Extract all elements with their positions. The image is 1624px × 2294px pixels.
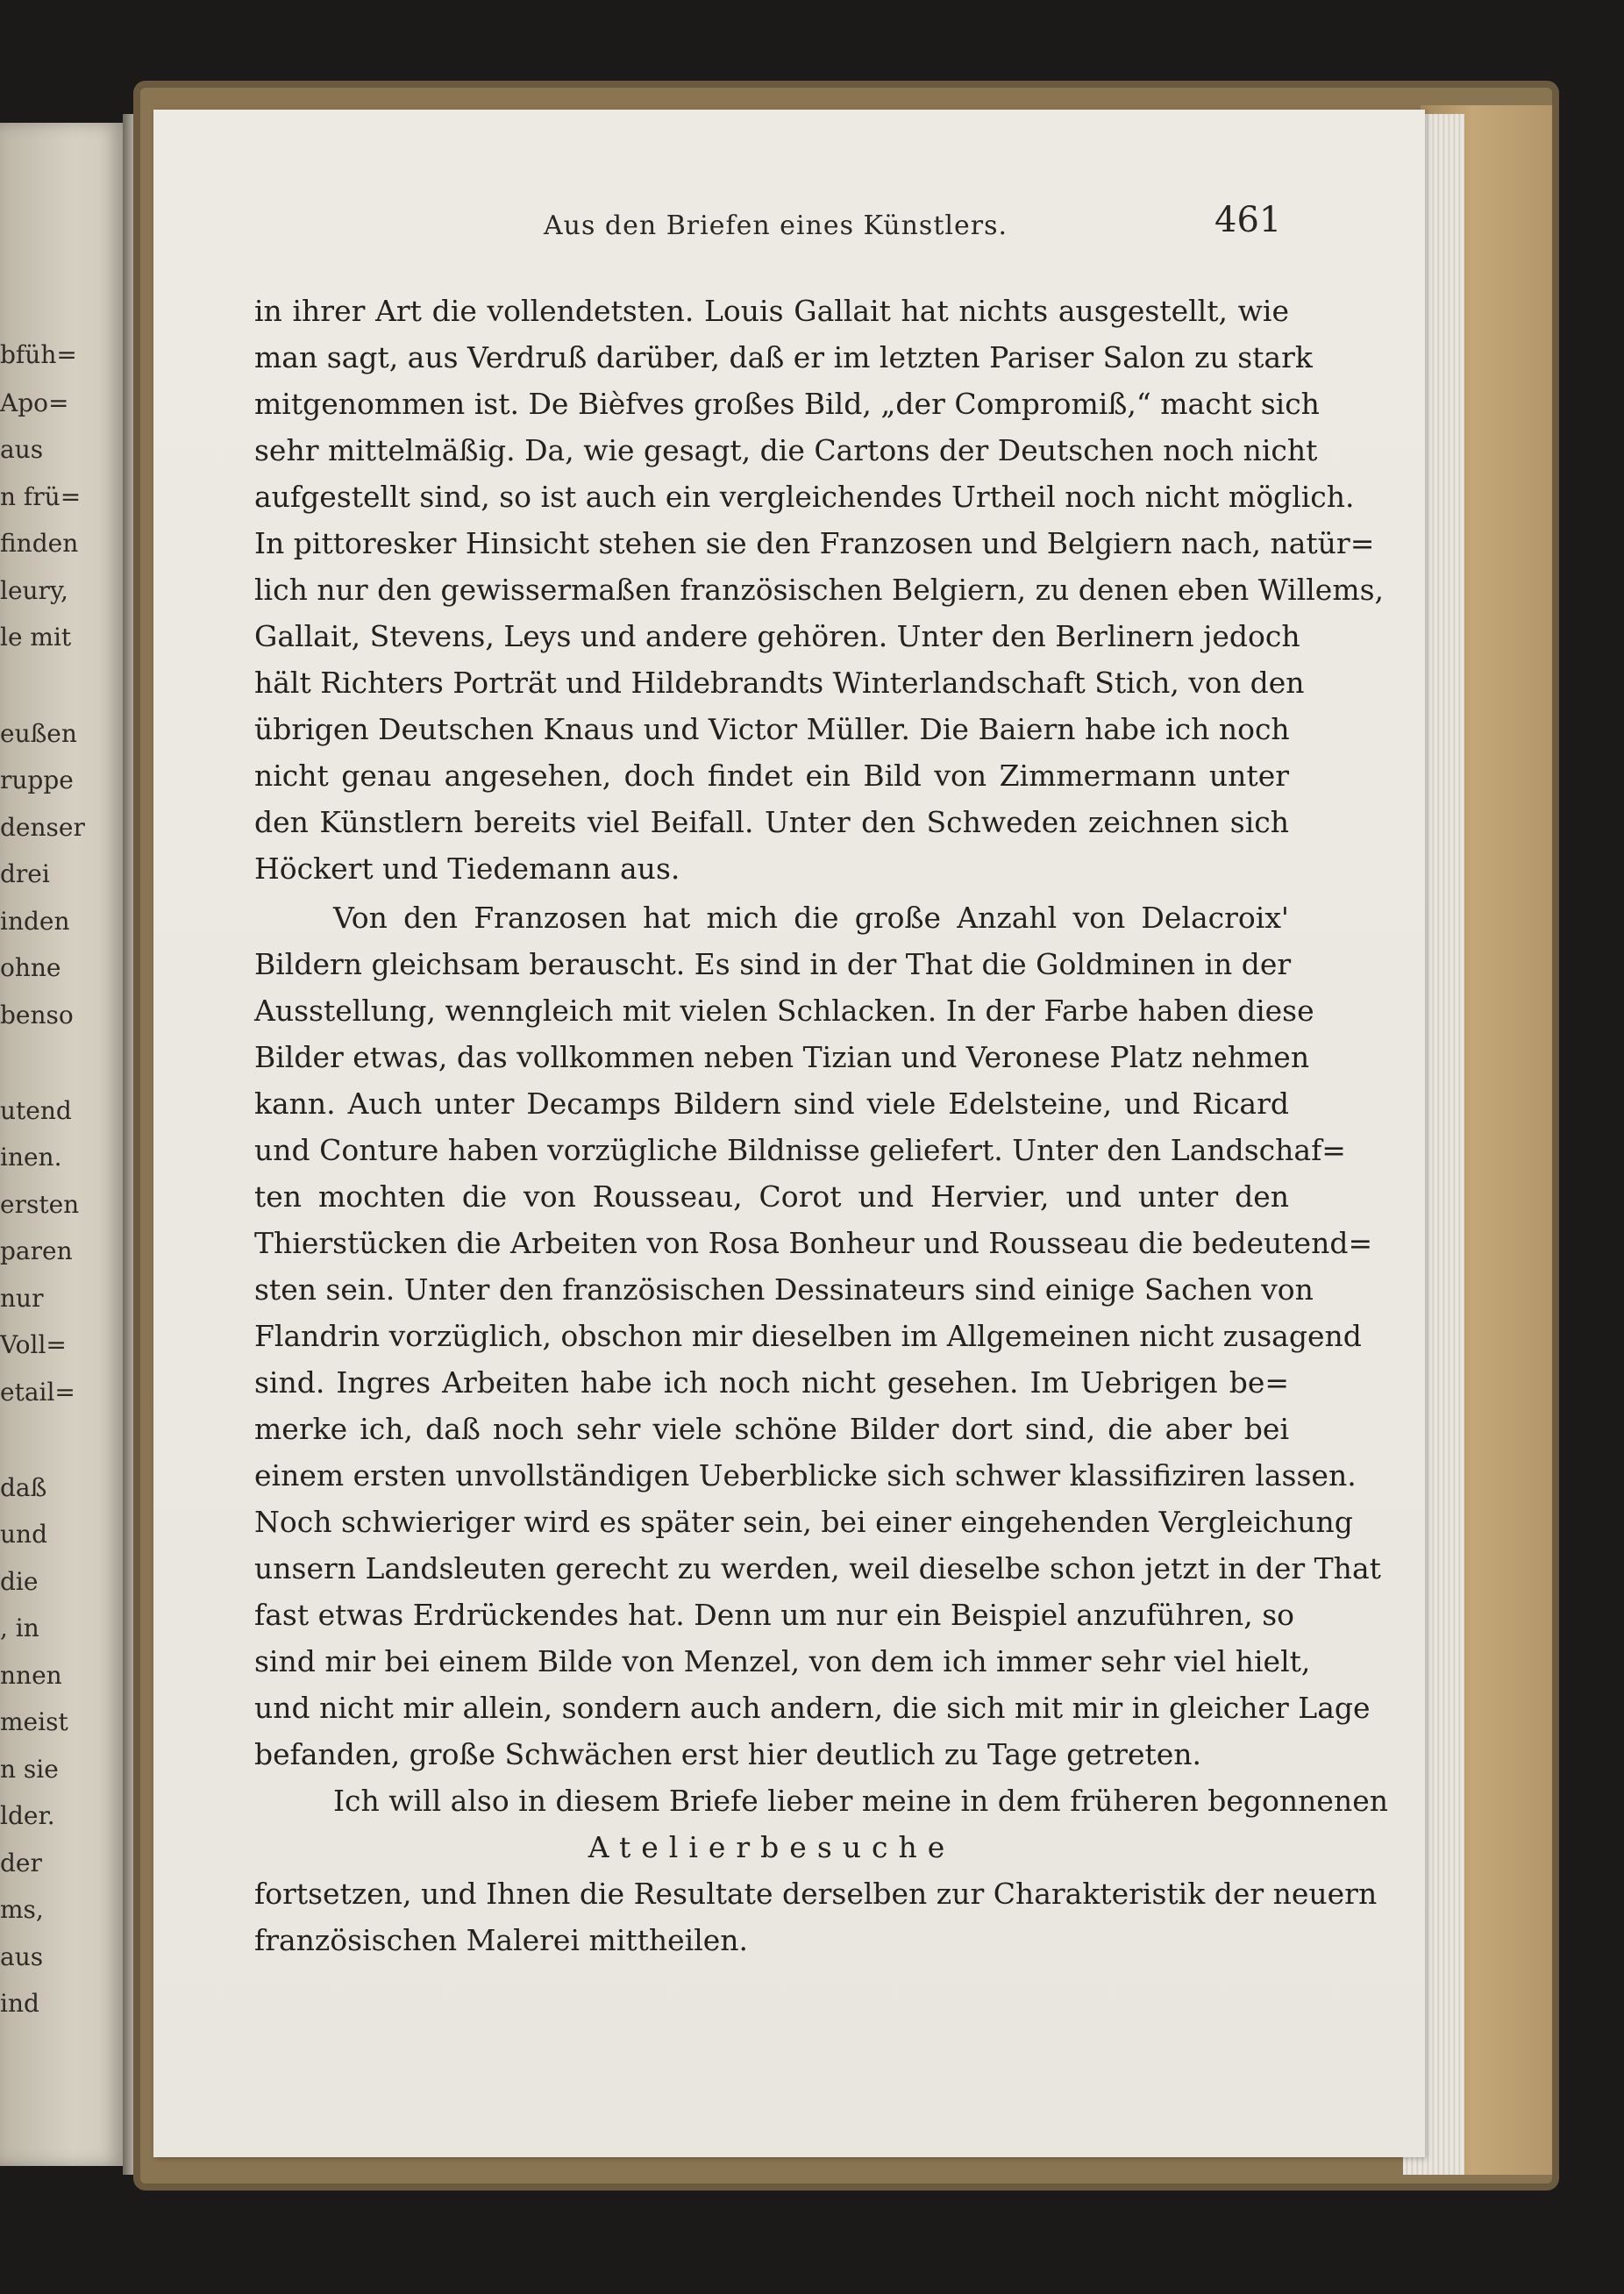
- body-line: Ausstellung, wenngleich mit vielen Schlacken. In der Farbe haben diese: [254, 994, 1314, 1028]
- body-line: befanden, große Schwächen erst hier deutlich zu Tage getreten.: [254, 1737, 1202, 1771]
- left-page-fragment: utend: [0, 1096, 72, 1125]
- left-page-fragment: eußen: [0, 719, 77, 748]
- body-line: Flandrin vorzüglich, obschon mir dieselben im Allgemeinen nicht zusagend: [254, 1319, 1362, 1353]
- body-line: lich nur den gewissermaßen französischen Belgiern, zu denen eben Willems,: [254, 573, 1385, 607]
- left-page-fragment: n frü=: [0, 482, 82, 511]
- running-title: Aus den Briefen eines Künstlers.: [544, 210, 1008, 241]
- body-line: sind. Ingres Arbeiten habe ich noch nicht gesehen. Im Uebrigen be=: [254, 1365, 1289, 1400]
- spaced-heading-word: Atelierbesuche: [588, 1830, 956, 1864]
- body-line: kann. Auch unter Decamps Bildern sind viele Edelsteine, und Ricard: [254, 1086, 1289, 1121]
- body-line: sind mir bei einem Bilde von Menzel, von dem ich immer sehr viel hielt,: [254, 1644, 1311, 1678]
- body-line: übrigen Deutschen Knaus und Victor Müller. Die Baiern habe ich noch: [254, 712, 1290, 746]
- left-page-fragment: inen.: [0, 1143, 62, 1172]
- body-line: Bilder etwas, das vollkommen neben Tizian und Veronese Platz nehmen: [254, 1040, 1310, 1074]
- left-page-fragment: ruppe: [0, 766, 74, 794]
- body-line: fast etwas Erdrückendes hat. Denn um nur ein Beispiel anzuführen, so: [254, 1598, 1295, 1632]
- left-page-fragment: finden: [0, 529, 79, 558]
- left-page-fragment: nur: [0, 1284, 44, 1313]
- left-page-fragment: leury,: [0, 576, 68, 605]
- left-page-fragment: inden: [0, 907, 70, 936]
- left-page-fragment: etail=: [0, 1378, 75, 1407]
- left-page-fragment: ms,: [0, 1895, 44, 1924]
- body-line: französischen Malerei mittheilen.: [254, 1923, 749, 1957]
- left-page-fragment: n sie: [0, 1755, 59, 1784]
- body-line: nicht genau angesehen, doch findet ein Bild von Zimmermann unter: [254, 759, 1289, 793]
- body-line: sten sein. Unter den französischen Dessinateurs sind einige Sachen von: [254, 1272, 1314, 1307]
- left-page-fragment: paren: [0, 1236, 73, 1265]
- left-page-fragment: nnen: [0, 1661, 62, 1690]
- body-line: unsern Landsleuten gerecht zu werden, weil dieselbe schon jetzt in der That: [254, 1551, 1381, 1585]
- page-number: 461: [1214, 200, 1282, 240]
- body-line: ten mochten die von Rousseau, Corot und Hervier, und unter den: [254, 1179, 1289, 1214]
- left-page-fragment: daß: [0, 1473, 47, 1502]
- left-page-fragment: bfüh=: [0, 340, 77, 369]
- left-page-fragment: und: [0, 1520, 47, 1549]
- body-line: und Conture haben vorzügliche Bildnisse geliefert. Unter den Landschaf=: [254, 1133, 1346, 1167]
- left-page-fragment: ohne: [0, 953, 61, 982]
- left-page-fragment: die: [0, 1567, 39, 1596]
- body-line: und nicht mir allein, sondern auch andern, die sich mit mir in gleicher Lage: [254, 1691, 1371, 1725]
- body-line: sehr mittelmäßig. Da, wie gesagt, die Cartons der Deutschen noch nicht: [254, 433, 1318, 467]
- body-line: Höckert und Tiedemann aus.: [254, 851, 680, 886]
- left-page-fragment: le mit: [0, 623, 72, 652]
- left-page-fragment: aus: [0, 435, 44, 464]
- left-page-fragment: denser: [0, 813, 85, 842]
- body-line: hält Richters Porträt und Hildebrandts Winterlandschaft Stich, von den: [254, 666, 1305, 700]
- body-line: aufgestellt sind, so ist auch ein vergleichendes Urtheil noch nicht möglich.: [254, 480, 1355, 514]
- paragraph-start-line: Ich will also in diesem Briefe lieber meine in dem früheren begonnenen: [333, 1784, 1389, 1818]
- body-line: fortsetzen, und Ihnen die Resultate derselben zur Charakteristik der neuern: [254, 1877, 1378, 1911]
- body-line: Thierstücken die Arbeiten von Rosa Bonheur und Rousseau die bedeutend=: [254, 1226, 1373, 1260]
- body-line: Bildern gleichsam berauscht. Es sind in der That die Goldminen in der: [254, 947, 1292, 981]
- body-line: mitgenommen ist. De Bièfves großes Bild, „der Compromiß,“ macht sich: [254, 387, 1320, 421]
- left-page-fragment: Apo=: [0, 388, 69, 417]
- body-line: man sagt, aus Verdruß darüber, daß er im letzten Pariser Salon zu stark: [254, 340, 1313, 374]
- left-page-fragment: , in: [0, 1614, 39, 1642]
- body-line: merke ich, daß noch sehr viele schöne Bilder dort sind, die aber bei: [254, 1412, 1289, 1446]
- body-line: Gallait, Stevens, Leys und andere gehören. Unter den Berlinern jedoch: [254, 619, 1300, 653]
- left-page-fragment: lder.: [0, 1801, 55, 1830]
- body-line: Noch schwieriger wird es später sein, bei einer eingehenden Vergleichung: [254, 1505, 1353, 1539]
- body-line: den Künstlern bereits viel Beifall. Unter den Schweden zeichnen sich: [254, 805, 1289, 839]
- left-page-fragment: der: [0, 1849, 42, 1877]
- body-line: In pittoresker Hinsicht stehen sie den Franzosen und Belgiern nach, natür=: [254, 526, 1375, 560]
- left-page-fragment: Voll=: [0, 1330, 67, 1359]
- body-line: einem ersten unvollständigen Ueberblicke sich schwer klassifiziren lassen.: [254, 1458, 1357, 1493]
- paragraph-start-line: Von den Franzosen hat mich die große Anzahl von Delacroix': [333, 901, 1289, 935]
- body-line: in ihrer Art die vollendetsten. Louis Gallait hat nichts ausgestellt, wie: [254, 294, 1289, 328]
- left-page-fragment: aus: [0, 1942, 44, 1971]
- left-page-fragment: benso: [0, 1001, 74, 1029]
- left-page-fragment: ind: [0, 1989, 39, 2018]
- left-page-fragment: ersten: [0, 1190, 80, 1219]
- left-page-fragment: meist: [0, 1707, 68, 1736]
- left-page-fragment: drei: [0, 859, 50, 888]
- facing-left-page: [0, 123, 123, 2166]
